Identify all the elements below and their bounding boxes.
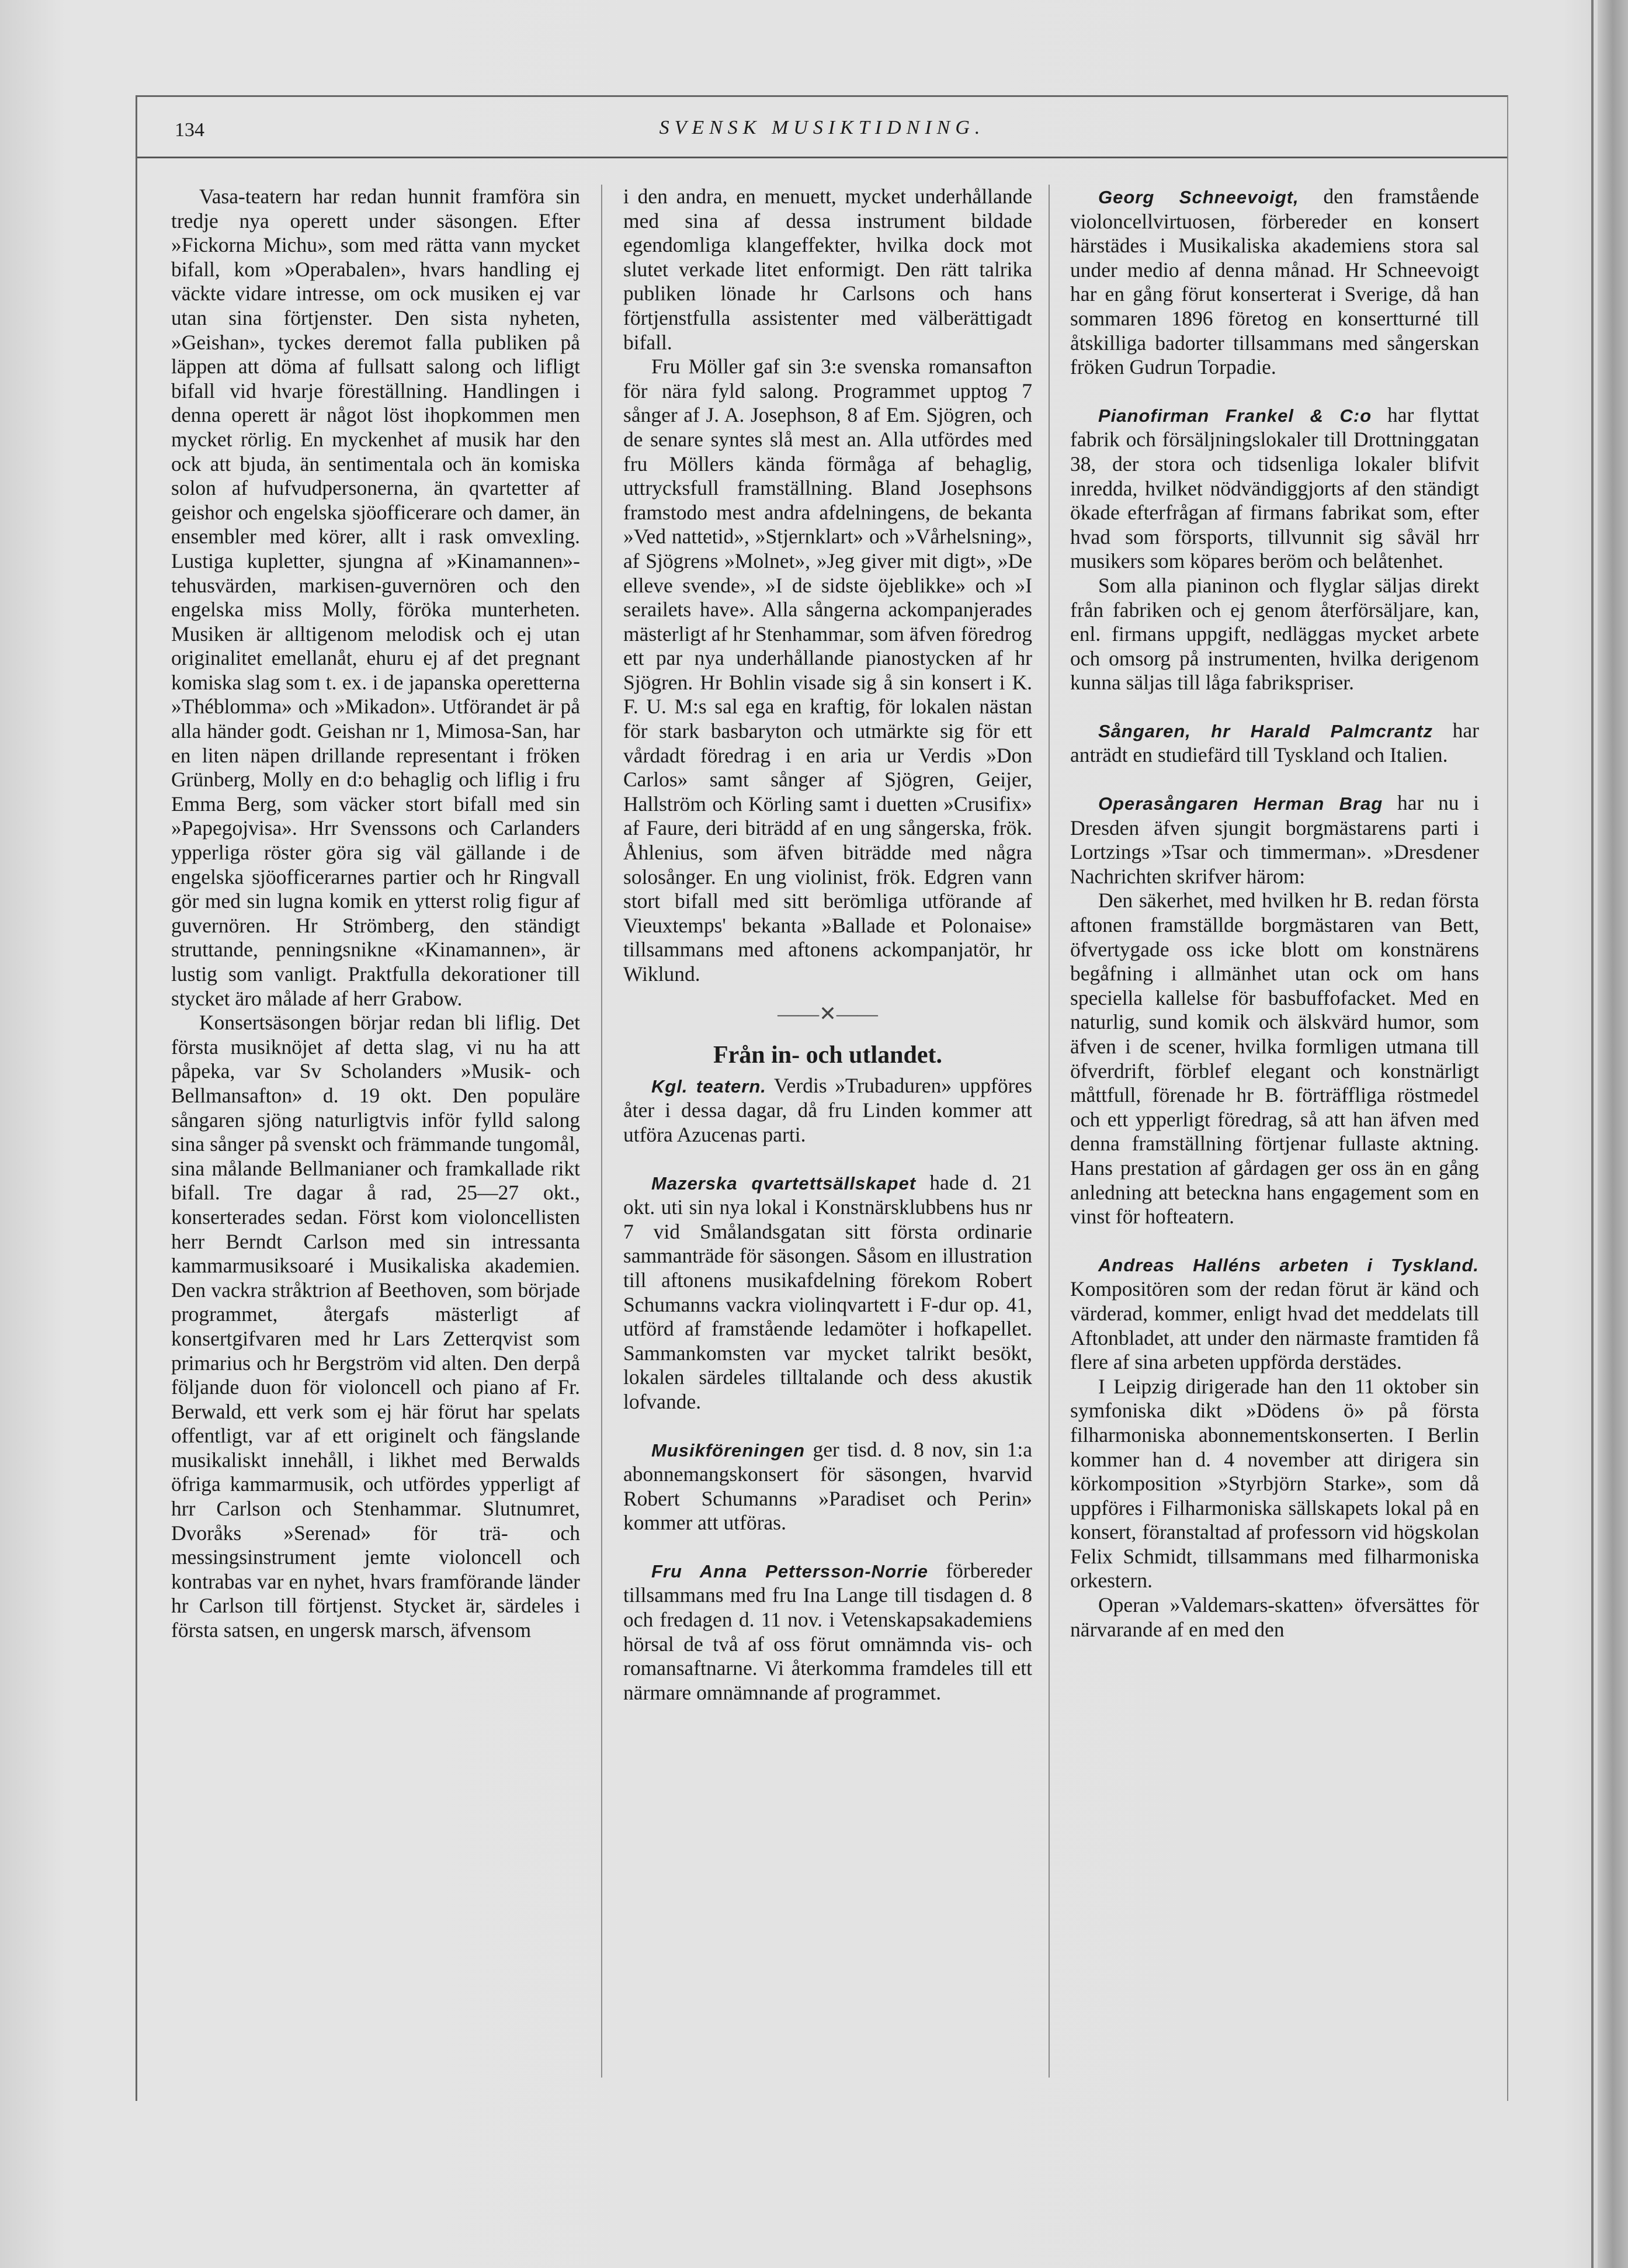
news-text: hade d. 21 okt. uti sin nya lokal i Konstnärsklubbens hus nr 7 vid Smålandsgatan sitt första ordinarie sammanträde för säsongen. Såsom en illustration till aftonens musikafdelning förekom Robert Schumanns vackra violinqvartett i F-dur op. 41, utförd af framstående ledamöter i hofkapellet. Sammankomsten var mycket talrikt besökt, lokalen särdeles tilltalande och dess akustik lofvande. bbox=[623, 1170, 1033, 1413]
news-lead: Sångaren, hr Harald Palmcrantz bbox=[1098, 720, 1433, 741]
news-text: Den säkerhet, med hvilken hr B. redan första aftonen framställde borgmästaren van Bett, öfvertygade oss icke blott om konstnärens begåfning i allmänhet utan ock om hans speciella kallelse för basbuffofacket. Med en naturlig, sund komik och älskvärd humor, som äfven i de scener, hvilka formligen utmana till öfverdrift, förblef elegant och konstnärligt måttfull, förenade hr B. förträffliga röstmedel och ett ypperligt föredrag, så att han äfven med denna framställning förtjenar fullaste aktning. Hans prestation af gårdagen ger oss än en gång anledning att beteckna hans engagement som en vinst för hofteatern. bbox=[1070, 889, 1479, 1229]
news-item-frankel-cont bbox=[1070, 574, 1479, 695]
news-item-kgl-teatern bbox=[623, 1074, 1032, 1147]
binding-edge bbox=[1598, 0, 1628, 2268]
news-lead: Kgl. teatern. bbox=[651, 1076, 766, 1097]
news-lead: Andreas Halléns arbeten i Tyskland. bbox=[1098, 1254, 1479, 1275]
news-item-hallen-operan bbox=[1070, 1593, 1479, 1642]
journal-title: SVENSK MUSIKTIDNING. bbox=[659, 117, 985, 138]
binding-edge-line bbox=[1591, 0, 1594, 2268]
section-ornament: ——✕—— bbox=[777, 1001, 878, 1025]
news-item-palmcrantz bbox=[1070, 719, 1479, 768]
news-lead: Georg Schneevoigt, bbox=[1098, 187, 1299, 207]
article-fru-moller: Fru Möller gaf sin 3:e svenska romansafton för nära fyld salong. Programmet upptog 7 sånger af J. A. Josephson, 8 af Em. Sjögren, och de senare syntes slå mest an. Alla utfördes med fru Möllers kända förmåga af behaglig, uttrycksfull framställning. Bland Josephsons framstodo mest andra afdelningens, de bekanta »Ved nattetid», »Stjernklart» och »Vårhelsning», af Sjögrens »Molnet», »Jeg giver mit digt», »De elleve svende», »I de sidste öjeblikke» och »I serailets have». Alla sångerna ackompanjerades mästerligt af hr Stenhammar, som äfven föredrog ett par nya underhållande pianostycken af hr Sjögren. Hr Bohlin visade sig å sin konsert i K. F. U. M:s sal ega en kraftig, för lokalen nästan för stark basbaryton och utmärkte sig för ett vårdadt föredrag i en aria ur Verdis »Don Carlos» samt sånger af Sjögren, Geijer, Hallström och Körling samt i duetten »Crusifix» af Faure, deri biträdd af en ung sångerska, frök. Åhlenius, som äfven biträdde med några solosånger. En ung violinist, frök. Edgren vann stort bifall med sitt berömliga utförande af Vieuxtemps' bekanta »Ballade et Polonaise» tillsammans med aftonens ackompanjatör, hr Wiklund. bbox=[623, 355, 1032, 986]
news-lead: Operasångaren Herman Brag bbox=[1098, 793, 1383, 814]
news-item-pettersson-norrie bbox=[623, 1559, 1032, 1705]
journal-page bbox=[136, 95, 1508, 2101]
news-text: har flyttat fabrik och försäljningslokaler till Drottninggatan 38, der stora och tidsenliga lokaler blifvit inredda, hvilket nödvändiggjorts af den ständigt ökade efterfrågan af firmans fabrikat som, efter hvad som försports, tillvunnit sig såväl hrr musikers som köpares beröm och belåtenhet. bbox=[1070, 403, 1479, 573]
article-vasa-teatern: Vasa-teatern har redan hunnit framföra sin tredje nya operett under säsongen. Efter »Fickorna Michu», som med rätta vann mycket bifall, kom »Operabalen», hvars handling ej väckte vidare intresse, om ock musiken ej var utan sina förtjenster. Den sista nyheten, »Geishan», tyckes deremot falla publiken på läppen att döma af fullsatt salong och lifligt bifall vid hvarje föreställning. Handlingen i denna operett är något löst ihopkommen men mycket rörlig. En myckenhet af musik har den ock att bjuda, än sentimentala och än komiska solon af hufvudpersonerna, än qvartetter af geishor och engelska sjöofficerare och damer, än ensembler med körer, allt i rask omvexling. Lustiga kupletter, sjungna af »Kinamannen»-tehusvärden, markisen-guvernören och den engelska miss Molly, föröka munterheten. Musiken är alltigenom melodisk och ej utan originalitet emellanåt, ehuru ej af det pregnant komiska slag som t. ex. i de japanska operetterna »Théblomma» och »Mikadon». Utförandet är på alla händer godt. Geishan nr 1, Mimosa-San, har en liten näpen drillande representant i fröken Grünberg, Molly en d:o behaglig och liflig i fru Emma Berg, som väcker stort bifall med sin »Papegojvisa». Hrr Svenssons och Carlanders ypperliga röster göra sig väl gällande i de engelska sjöofficerarnes partier och hr Ringvall gör med sin lugna komik en ytterst rolig figur af guvernören. Hr Strömberg, den ständigt struttande, penningsnikne «Kinamannen», är lustig som vanligt. Praktfulla dekorationer till stycket äro målade af herr Grabow. bbox=[171, 185, 580, 1010]
column-middle bbox=[623, 185, 1032, 1705]
news-lead: Mazerska qvartettsällskapet bbox=[651, 1173, 917, 1194]
column-rule-left bbox=[601, 185, 602, 2078]
news-item-musikforeningen bbox=[623, 1438, 1032, 1535]
news-lead: Pianofirman Frankel & C:o bbox=[1098, 405, 1372, 426]
news-item-brag bbox=[1070, 791, 1479, 889]
news-text: Operan »Valdemars-skatten» öfversättes för närvarande af en med den bbox=[1070, 1593, 1479, 1641]
section-heading: Från in- och utlandet. bbox=[713, 1042, 943, 1069]
news-text: förbereder tillsammans med fru Ina Lange till tisdagen d. 8 och fredagen d. 11 nov. i Vetenskapsakademiens hörsal de två af oss förut omnämnda vis- och romansaftnarne. Vi återkomma framdeles till ett närmare omnämnande af programmet. bbox=[623, 1558, 1032, 1704]
article-konsertsasongen: Konsertsäsongen börjar redan bli liflig. Det första musiknöjet af detta slag, vi nu ha att påpeka, var Sv Scholanders »Musik- och Bellmansafton» d. 19 okt. Den populäre sångaren sjöng naturligtvis inför fylld salong sina sånger på svenskt och främmande tungomål, sina målande Bellmanianer och framkallade rikt bifall. Tre dagar å rad, 25—27 okt., konserterades sedan. Först kom violoncellisten herr Berndt Carlson med sin intressanta kammarmusiksoaré i Musikaliska akademien. Den vackra stråktrion af Beethoven, som började programmet, återgafs mästerligt af konsertgifvaren med hr Lars Zetterqvist som primarius och hr Bergström vid alten. Den derpå följande duon för violoncell och piano af Fr. Berwald, ett verk som ej här förut har spelats offentligt, var af ett originelt och fängslande musikaliskt innehåll, i likhet med Berwalds öfriga kammarmusik, och utfördes ypperligt af hrr Carlson och Stenhammar. Slutnumret, Dvoråks »Serenad» för trä- och messingsinstrument jemte violoncell och kontrabas var en nyhet, hvars framförande länder hr Carlson till förtjenst. Stycket är, särdeles i första satsen, en ungersk marsch, äfvensom bbox=[171, 1011, 580, 1642]
news-text: Som alla pianinon och flyglar säljas direkt från fabriken och ej genom återförsäljare, kan, enl. firmans uppgift, nedläggas mycket arbete och omsorg på instrumenten, hvilka derigenom kunna säljas till låga fabrikspriser. bbox=[1070, 573, 1479, 695]
news-item-schneevoigt bbox=[1070, 185, 1479, 380]
news-item-mazerska bbox=[623, 1171, 1032, 1414]
news-text: Kompositören som der redan förut är känd och värderad, kommer, enligt hvad det meddelats till Aftonbladet, att under den närmaste framtiden få flere af sina arbeten uppförda derstädes. bbox=[1070, 1277, 1479, 1374]
column-left bbox=[171, 185, 580, 1643]
news-item-brag-quote bbox=[1070, 889, 1479, 1229]
column-rule-right bbox=[1049, 185, 1050, 2078]
news-item-hallen bbox=[1070, 1253, 1479, 1375]
page-number: 134 bbox=[175, 119, 204, 141]
news-lead: Fru Anna Pettersson-Norrie bbox=[651, 1560, 928, 1582]
news-item-hallen-leipzig bbox=[1070, 1375, 1479, 1593]
news-text: har anträdt en studiefärd till Tyskland och Italien. bbox=[1070, 718, 1479, 767]
news-item-frankel bbox=[1070, 403, 1479, 574]
article-continuation: i den andra, en menuett, mycket underhållande med sina af dessa instrument bildade egendomliga klangeffekter, hvilka dock mot slutet verkade litet enformigt. Den rätt talrika publiken lönade hr Carlsons och hans förtjenstfulla assistenter med välberättigadt bifall. bbox=[623, 185, 1032, 354]
news-text: ger tisd. d. 8 nov, sin 1:a abonnemangskonsert för säsongen, hvarvid Robert Schumanns »Paradiset och Perin» kommer att utföras. bbox=[623, 1437, 1032, 1535]
news-text: I Leipzig dirigerade han den 11 oktober sin symfoniska dikt »Dödens ö» på första filharmoniska abonnementskonserten. I Berlin kommer han d. 4 november att dirigera sin körkomposition »Styrbjörn Starke», som då uppföres i Filharmoniska sällskapets lokal på en konsert, föranstaltad af professorn vid högskolan Felix Schmidt, tillsammans med filharmoniska orkestern. bbox=[1070, 1374, 1479, 1593]
news-text: Verdis »Trubaduren» uppföres åter i dessa dagar, då fru Linden kommer att utföra Azucenas parti. bbox=[623, 1073, 1032, 1146]
news-lead: Musikföreningen bbox=[651, 1440, 806, 1461]
column-right bbox=[1070, 185, 1479, 1642]
page-header bbox=[137, 97, 1507, 158]
news-text: har nu i Dresden äfven sjungit borgmästarens parti i Lortzings »Tsar och timmerman». »Dresdener Nachrichten skrifver härom: bbox=[1070, 791, 1479, 888]
news-text: den framstående violoncellvirtuosen, förbereder en konsert härstädes i Musikaliska akademiens stora sal under medio af denna månad. Hr Schneevoigt har en gång förut konserterat i Sverige, då han sommaren 1896 företog en konsertturné till åtskilliga badorter tillsammans med sångerskan fröken Gudrun Torpadie. bbox=[1070, 185, 1479, 379]
